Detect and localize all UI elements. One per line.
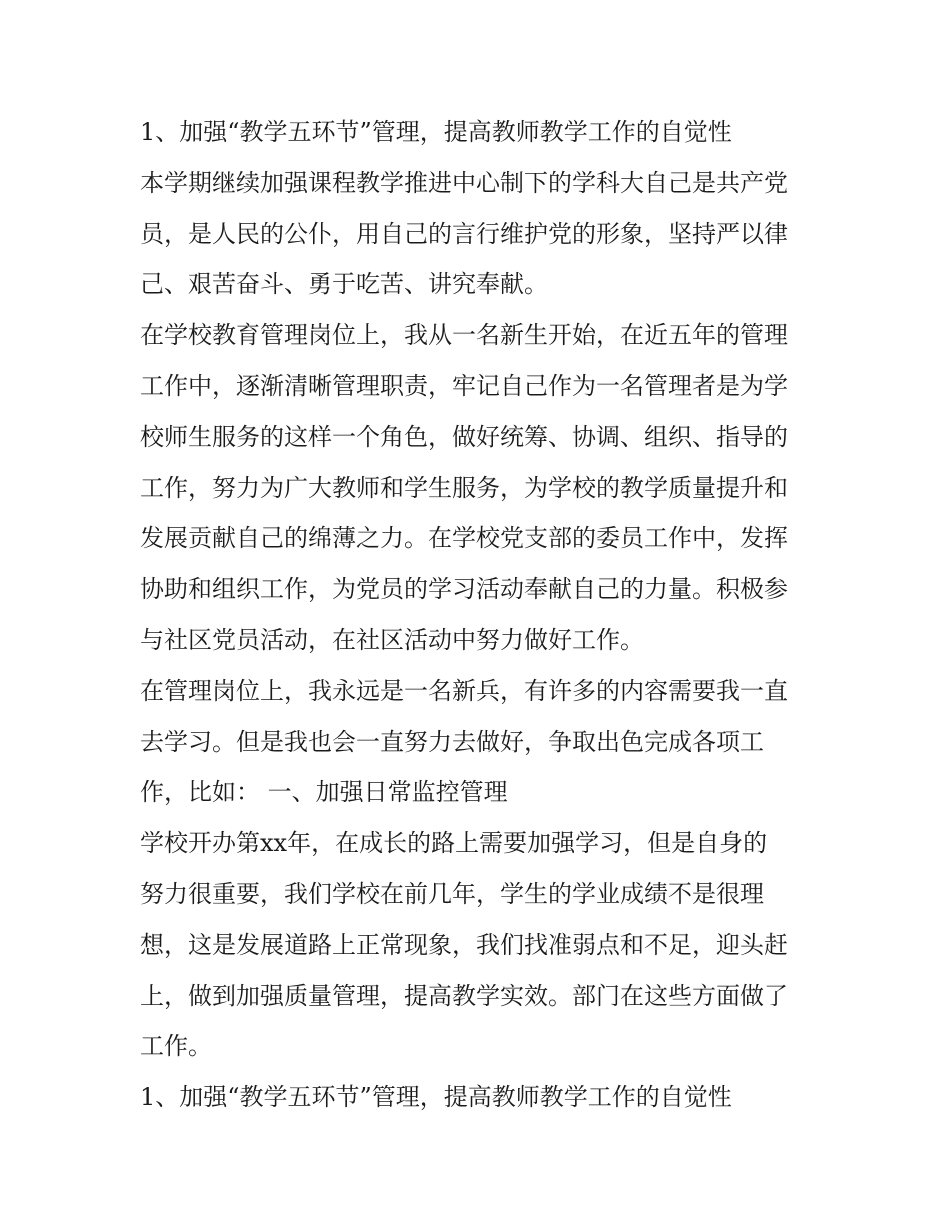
text-line: 与社区党员活动，在社区活动中努力做好工作。 — [140, 625, 644, 654]
text-line: 1、加强“教学五环节”管理，提高教师教学工作的自觉性 — [140, 1083, 732, 1112]
text-line: 想，这是发展道路上正常现象，我们找准弱点和不足，迎头赶 — [140, 930, 788, 959]
text-line: 努力很重要，我们学校在前几年，学生的学业成绩不是很理 — [140, 879, 764, 908]
text-line: 上，做到加强质量管理，提高教学实效。部门在这些方面做了 — [140, 981, 788, 1010]
text-line: 工作，努力为广大教师和学生服务，为学校的教学质量提升和 — [140, 473, 788, 502]
text-line: 在管理岗位上，我永远是一名新兵，有许多的内容需要我一直 — [140, 676, 788, 705]
text-line: 作，比如： 一、加强日常监控管理 — [140, 778, 508, 807]
text-line: 在学校教育管理岗位上，我从一名新生开始，在近五年的管理 — [140, 321, 788, 350]
text-line: 工作中，逐渐清晰管理职责，牢记自己作为一名管理者是为学 — [140, 371, 788, 400]
text-line: 发展贡献自己的绵薄之力。在学校党支部的委员工作中，发挥 — [140, 524, 788, 553]
text-line: 1、加强“教学五环节”管理，提高教师教学工作的自觉性 — [140, 118, 732, 146]
text-line: 己、艰苦奋斗、勇于吃苦、讲究奉献。 — [140, 270, 548, 299]
text-line: 工作。 — [140, 1032, 212, 1061]
text-line: 协助和组织工作，为党员的学习活动奉献自己的力量。积极参 — [140, 575, 788, 604]
text-line: 本学期继续加强课程教学推进中心制下的学科大自己是共产党 — [140, 168, 788, 197]
text-line: 员，是人民的公仆，用自己的言行维护党的形象，坚持严以律 — [140, 219, 788, 248]
text-line: 学校开办第xx年，在成长的路上需要加强学习，但是自身的 — [140, 829, 768, 858]
text-line: 校师生服务的这样一个角色，做好统筹、协调、组织、指导的 — [140, 422, 788, 451]
document-page — [140, 107, 820, 1123]
text-line: 去学习。但是我也会一直努力去做好，争取出色完成各项工 — [140, 727, 764, 756]
